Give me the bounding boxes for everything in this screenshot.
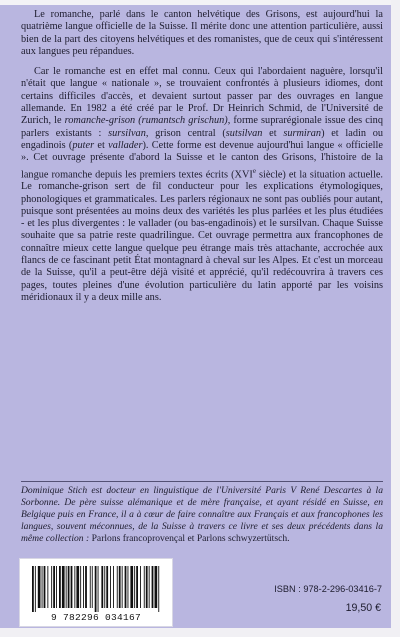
- book-description: [21, 9, 383, 304]
- barcode-bars-icon: [32, 566, 160, 612]
- page-edge-top: [0, 0, 400, 5]
- barcode-digits: 9 782296 034167: [50, 612, 141, 623]
- page-edge-right: [391, 0, 400, 637]
- price: 19,50 €: [345, 602, 381, 614]
- author-bio: Dominique Stich est docteur en linguistique de l'Université Paris V René Descartes à la Sorbonne. De père suisse alémanique et de mère française, et ayant résidé en Suisse, en Belgique puis en France, il a à cœur de faire connaître aux Français et aux francophones les langues, souvent méconnues, de la Suisse à travers ce livre et ses deux précédents dans la même collection : Parlons francoprovençal et Parlons schwyzertütsch.: [21, 485, 383, 545]
- description-paragraph-1: Le romanche, parlé dans le canton helvétique des Grisons, est aujourd'hui la quatrième langue officielle de la Suisse. Il mérite donc une attention particulière, aussi bien de la part des citoyens helvétiques et des romanistes, que de ceux qui s'intéressent aux langues peu répandues.: [21, 9, 383, 57]
- section-divider: [21, 481, 383, 482]
- description-paragraph-2: Car le romanche est en effet mal connu. Ceux qui l'abordaient naguère, lorsqu'il n'était que langue « nationale », se trouvaient confrontés à plusieurs idiomes, dont certains difficiles d'accès, et devaient surtout passer par des ouvrages en langue allemande. En 1982 a été créé par le Prof. Dr Heinrich Schmid, de l'Université de Zurich, le romanche-grison (rumantsch grischun), forme suprarégionale issue des cinq parlers existants : sursilvan, grison central (sutsilvan et surmiran) et ladin ou engadinois (puter et vallader). Cette forme est devenue aujourd'hui langue « officielle ». Cet ouvrage présente d'abord la Suisse et le canton des Grisons, l'histoire de la langue romanche depuis les premiers textes écrits (XVIe siècle) et la situation actuelle. Le romanche-grison sert de fil conducteur pour les explications étymologiques, phonologiques et grammaticales. Les parlers régionaux ne sont pas oubliés pour autant, puisque sont présentées au moins deux des variétés les plus parlées et les plus étudiées - et les plus divergentes : le vallader (ou bas-engadinois) et le sursilvan. Chaque Suisse souhaite que sa patrie reste quadrilingue. Cet ouvrage permettra aux francophones de connaître mieux cette langue quelque peu étrange mais très attachante, accrochée aux flancs de ce fascinant petit État montagnard à cheval sur les Alpes. Et c'est un morceau de la Suisse, qu'il a peut-être déjà visité et apprécié, qu'il redécouvrira à travers ces pages, toutes pleines d'une évolution particulière du latin apporté par les voisins méridionaux il y a deux mille ans.: [21, 66, 384, 303]
- isbn: ISBN : 978-2-296-03416-7: [274, 584, 382, 594]
- page-edge-bottom: [0, 628, 400, 637]
- barcode: [19, 558, 173, 627]
